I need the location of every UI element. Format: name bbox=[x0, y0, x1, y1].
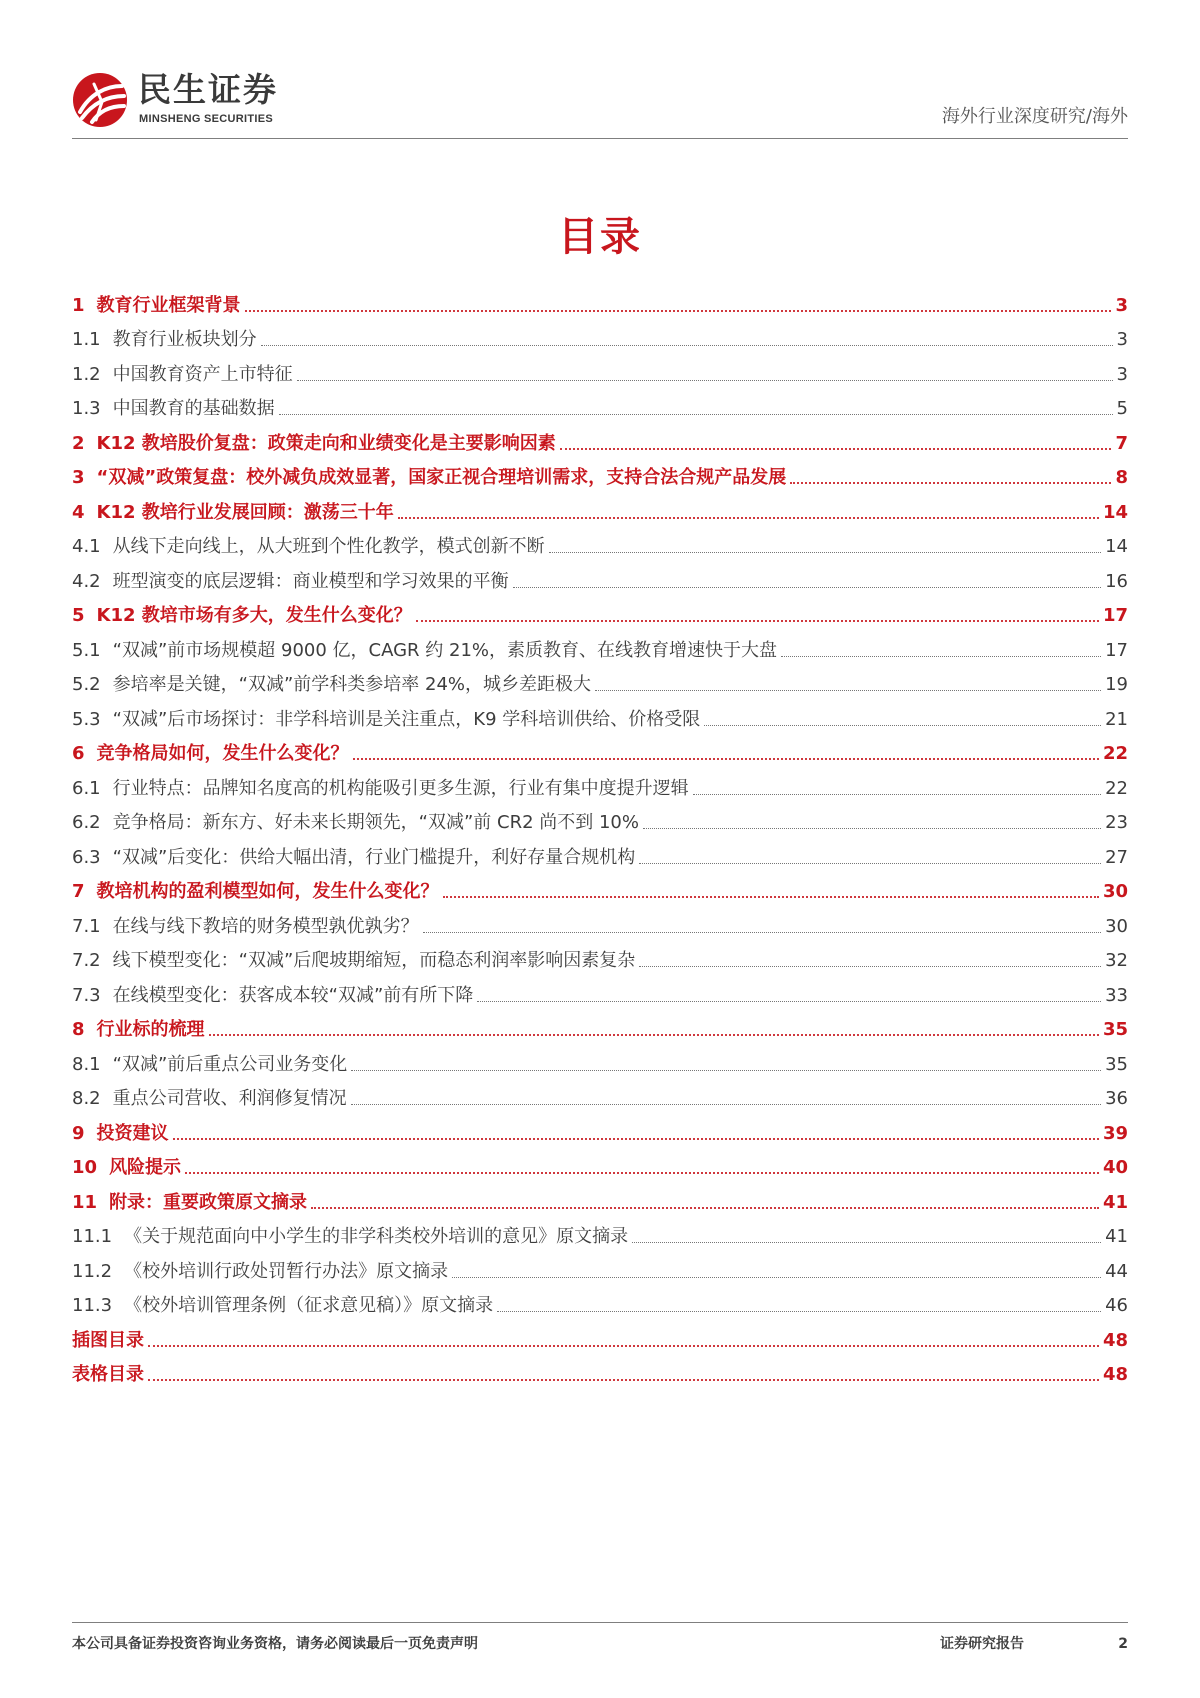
toc-entry-page: 40 bbox=[1102, 1157, 1128, 1178]
toc-entry-title: 竞争格局：新东方、好未来长期领先，“双减”前 CR2 尚不到 10% bbox=[112, 812, 639, 833]
toc-entry-title: K12 教培市场有多大，发生什么变化？ bbox=[96, 605, 412, 626]
minsheng-logo bbox=[72, 64, 312, 134]
toc-entry[interactable] bbox=[72, 942, 1128, 977]
toc-entry-number: 4.1 bbox=[72, 536, 101, 557]
toc-entry-page: 35 bbox=[1102, 1019, 1128, 1040]
toc-entry-title: 附录：重要政策原文摘录 bbox=[109, 1191, 308, 1213]
toc-entry-page: 46 bbox=[1105, 1295, 1128, 1316]
toc-entry-page: 33 bbox=[1105, 984, 1128, 1006]
toc-entry-page: 14 bbox=[1102, 501, 1128, 523]
toc-entry[interactable] bbox=[72, 1287, 1128, 1322]
toc-entry-title: 班型演变的底层逻辑：商业模型和学习效果的平衡 bbox=[112, 570, 509, 592]
toc-entry-title: 风险提示 bbox=[109, 1157, 182, 1178]
toc-entry-number: 6.2 bbox=[72, 812, 101, 833]
toc-entry-number: 11.3 bbox=[72, 1295, 113, 1316]
toc-entry[interactable] bbox=[72, 1080, 1128, 1115]
toc-entry-number: 1.3 bbox=[72, 398, 101, 419]
toc-leader-dots bbox=[398, 517, 1099, 519]
toc-entry-number: 1.2 bbox=[72, 363, 101, 385]
toc-entry[interactable] bbox=[72, 1045, 1128, 1080]
toc-entry[interactable] bbox=[72, 390, 1128, 425]
toc-leader-dots bbox=[704, 725, 1101, 726]
toc-entry-number: 3 bbox=[72, 467, 85, 488]
toc-entry-title: 中国教育资产上市特征 bbox=[112, 363, 293, 385]
toc-leader-dots bbox=[477, 1001, 1101, 1002]
toc-leader-dots bbox=[351, 1070, 1101, 1071]
toc-leader-dots bbox=[423, 932, 1101, 933]
page-header bbox=[72, 64, 1128, 140]
toc-entry-title: 在线与线下教培的财务模型孰优孰劣？ bbox=[112, 915, 419, 937]
toc-entry-number: 7.1 bbox=[72, 915, 101, 937]
toc-entry-page: 48 bbox=[1102, 1364, 1128, 1385]
toc-entry-page: 5 bbox=[1116, 398, 1128, 419]
toc-entry[interactable] bbox=[72, 597, 1128, 632]
toc-entry[interactable] bbox=[72, 286, 1128, 321]
toc-leader-dots bbox=[245, 310, 1112, 312]
toc-entry-number: 8.1 bbox=[72, 1053, 101, 1075]
toc-entry-number: 11.2 bbox=[72, 1260, 113, 1282]
toc-entry-number: 11 bbox=[72, 1191, 98, 1213]
toc-entry[interactable] bbox=[72, 769, 1128, 804]
toc-entry-number: 10 bbox=[72, 1157, 98, 1178]
toc-leader-dots bbox=[643, 828, 1101, 829]
toc-leader-dots bbox=[693, 794, 1101, 795]
toc-entry-page: 8 bbox=[1115, 467, 1128, 488]
toc-entry-number: 6 bbox=[72, 743, 85, 764]
toc-entry[interactable] bbox=[72, 804, 1128, 839]
toc-leader-dots bbox=[209, 1034, 1099, 1036]
toc-leader-dots bbox=[351, 1104, 1101, 1105]
toc-entry-title: 《关于规范面向中小学生的非学科类校外培训的意见》原文摘录 bbox=[124, 1226, 629, 1247]
toc-entry-page: 17 bbox=[1105, 639, 1128, 661]
toc-entry-page: 21 bbox=[1105, 708, 1128, 730]
toc-entry-title: “双减”后市场探讨：非学科培训是关注重点，K9 学科培训供给、价格受限 bbox=[112, 708, 701, 730]
toc-entry-page: 27 bbox=[1105, 846, 1128, 868]
toc-entry[interactable] bbox=[72, 1218, 1128, 1253]
toc-entry[interactable] bbox=[72, 1149, 1128, 1184]
toc-entry[interactable] bbox=[72, 1114, 1128, 1149]
toc-entry-number: 8 bbox=[72, 1019, 85, 1040]
toc-entry-page: 30 bbox=[1105, 915, 1128, 937]
toc-entry[interactable] bbox=[72, 1252, 1128, 1287]
footer-page-number: 2 bbox=[1118, 1636, 1128, 1652]
toc-leader-dots bbox=[185, 1172, 1099, 1174]
toc-entry[interactable] bbox=[72, 666, 1128, 701]
toc-leader-dots bbox=[497, 1311, 1101, 1312]
toc-entry-number: 7.3 bbox=[72, 984, 101, 1006]
toc-entry-page: 17 bbox=[1102, 605, 1128, 626]
toc-leader-dots bbox=[549, 552, 1101, 553]
toc-entry[interactable] bbox=[72, 838, 1128, 873]
toc-leader-dots bbox=[639, 863, 1101, 864]
toc-entry[interactable] bbox=[72, 355, 1128, 390]
toc-entry-number: 8.2 bbox=[72, 1088, 101, 1109]
brand-name-en: MINSHENG SECURITIES bbox=[139, 113, 274, 125]
toc-entry-page: 3 bbox=[1115, 294, 1128, 316]
toc-entry-number: 11.1 bbox=[72, 1226, 113, 1247]
toc-entry-number: 6.3 bbox=[72, 846, 101, 868]
footer-divider bbox=[72, 1622, 1128, 1623]
toc-entry-title: 投资建议 bbox=[96, 1122, 169, 1144]
brand-name-cn: 民生证券 bbox=[138, 70, 278, 109]
toc-entry-title: “双减”前后重点公司业务变化 bbox=[112, 1053, 348, 1075]
toc-entry-number: 5 bbox=[72, 605, 85, 626]
toc-entry-title: “双减”政策复盘：校外减负成效显著，国家正视合理培训需求，支持合法合规产品发展 bbox=[96, 467, 787, 488]
toc-leader-dots bbox=[279, 414, 1113, 415]
toc-entry-title: 从线下走向线上，从大班到个性化教学，模式创新不断 bbox=[112, 536, 545, 557]
toc-entry-page: 41 bbox=[1102, 1191, 1128, 1213]
toc-leader-dots bbox=[353, 758, 1099, 760]
toc-entry-page: 3 bbox=[1116, 329, 1128, 350]
toc-entry-number: 4.2 bbox=[72, 570, 101, 592]
toc-leader-dots bbox=[261, 345, 1113, 346]
toc-entry[interactable] bbox=[72, 907, 1128, 942]
toc-entry-page: 39 bbox=[1102, 1122, 1128, 1144]
toc-leader-dots bbox=[416, 620, 1099, 622]
toc-entry-page: 32 bbox=[1105, 950, 1128, 971]
toc-entry-title: 插图目录 bbox=[72, 1329, 144, 1351]
toc-entry[interactable] bbox=[72, 424, 1128, 459]
toc-entry-title: “双减”前市场规模超 9000 亿，CAGR 约 21%，素质教育、在线教育增速快于大盘 bbox=[112, 639, 778, 661]
toc-leader-dots bbox=[632, 1242, 1101, 1243]
header-divider bbox=[72, 138, 1128, 139]
toc-entry[interactable] bbox=[72, 631, 1128, 666]
toc-entry-page: 14 bbox=[1105, 536, 1128, 557]
table-of-contents bbox=[72, 286, 1128, 1390]
toc-entry-number: 9 bbox=[72, 1122, 85, 1144]
toc-entry-title: 《校外培训行政处罚暂行办法》原文摘录 bbox=[124, 1260, 449, 1282]
toc-entry[interactable] bbox=[72, 528, 1128, 563]
toc-leader-dots bbox=[595, 690, 1101, 691]
toc-leader-dots bbox=[443, 896, 1099, 898]
toc-entry[interactable] bbox=[72, 735, 1128, 770]
toc-entry[interactable] bbox=[72, 976, 1128, 1011]
toc-entry-number: 1.1 bbox=[72, 329, 101, 350]
toc-entry-title: 教育行业板块划分 bbox=[112, 329, 257, 350]
toc-entry-title: 重点公司营收、利润修复情况 bbox=[112, 1088, 347, 1109]
toc-leader-dots bbox=[639, 966, 1101, 967]
toc-entry[interactable] bbox=[72, 700, 1128, 735]
toc-entry-title: K12 教培行业发展回顾：激荡三十年 bbox=[96, 501, 394, 523]
toc-entry-page: 23 bbox=[1105, 812, 1128, 833]
toc-entry-title: “双减”后变化：供给大幅出清，行业门槛提升，利好存量合规机构 bbox=[112, 846, 636, 868]
toc-leader-dots bbox=[148, 1379, 1099, 1381]
toc-leader-dots bbox=[513, 587, 1101, 588]
toc-entry-title: 线下模型变化：“双减”后爬坡期缩短，而稳态利润率影响因素复杂 bbox=[112, 950, 636, 971]
footer-report-type: 证券研究报告 bbox=[940, 1636, 1024, 1652]
toc-entry[interactable] bbox=[72, 562, 1128, 597]
toc-entry-page: 48 bbox=[1102, 1329, 1128, 1351]
toc-entry-page: 30 bbox=[1102, 881, 1128, 902]
toc-entry[interactable] bbox=[72, 1321, 1128, 1356]
toc-leader-dots bbox=[148, 1345, 1099, 1347]
toc-entry-title: 表格目录 bbox=[72, 1364, 144, 1385]
toc-entry-number: 5.1 bbox=[72, 639, 101, 661]
page-title: 目录 bbox=[558, 214, 642, 260]
toc-entry-title: 中国教育的基础数据 bbox=[112, 398, 275, 419]
toc-entry-title: K12 教培股价复盘：政策走向和业绩变化是主要影响因素 bbox=[96, 432, 556, 454]
toc-entry-title: 行业标的梳理 bbox=[96, 1019, 205, 1040]
toc-entry-number: 2 bbox=[72, 432, 85, 454]
toc-entry[interactable] bbox=[72, 459, 1128, 494]
toc-entry[interactable] bbox=[72, 1011, 1128, 1046]
toc-entry-page: 44 bbox=[1105, 1260, 1128, 1282]
toc-entry-number: 5.2 bbox=[72, 674, 101, 695]
toc-entry-page: 19 bbox=[1105, 674, 1128, 695]
toc-entry-title: 行业特点：品牌知名度高的机构能吸引更多生源，行业有集中度提升逻辑 bbox=[112, 777, 689, 799]
toc-entry-title: 教育行业框架背景 bbox=[96, 294, 241, 316]
toc-entry-number: 7 bbox=[72, 881, 85, 902]
toc-entry[interactable] bbox=[72, 321, 1128, 356]
toc-entry[interactable] bbox=[72, 873, 1128, 908]
minsheng-logo-icon bbox=[72, 72, 128, 128]
toc-entry-page: 22 bbox=[1102, 743, 1128, 764]
toc-entry-title: 竞争格局如何，发生什么变化？ bbox=[96, 743, 349, 764]
toc-leader-dots bbox=[790, 482, 1111, 484]
toc-leader-dots bbox=[173, 1138, 1099, 1140]
toc-entry[interactable] bbox=[72, 493, 1128, 528]
toc-entry-number: 5.3 bbox=[72, 708, 101, 730]
toc-entry-number: 4 bbox=[72, 501, 85, 523]
toc-leader-dots bbox=[311, 1207, 1099, 1209]
toc-leader-dots bbox=[297, 380, 1113, 381]
footer-disclaimer: 本公司具备证券投资咨询业务资格，请务必阅读最后一页免责声明 bbox=[72, 1636, 478, 1652]
toc-entry-number: 6.1 bbox=[72, 777, 101, 799]
toc-entry-title: 在线模型变化：获客成本较“双减”前有所下降 bbox=[112, 984, 474, 1006]
toc-entry-page: 16 bbox=[1105, 570, 1128, 592]
toc-entry-title: 教培机构的盈利模型如何，发生什么变化？ bbox=[96, 881, 439, 902]
toc-entry[interactable] bbox=[72, 1356, 1128, 1391]
toc-entry-page: 36 bbox=[1105, 1088, 1128, 1109]
toc-entry-title: 《校外培训管理条例（征求意见稿）》原文摘录 bbox=[124, 1295, 494, 1316]
toc-entry-page: 22 bbox=[1105, 777, 1128, 799]
toc-entry-number: 1 bbox=[72, 294, 85, 316]
toc-leader-dots bbox=[560, 448, 1112, 450]
toc-entry[interactable] bbox=[72, 1183, 1128, 1218]
toc-entry-title: 参培率是关键，“双减”前学科类参培率 24%，城乡差距极大 bbox=[112, 674, 592, 695]
toc-entry-page: 35 bbox=[1105, 1053, 1128, 1075]
toc-leader-dots bbox=[781, 656, 1101, 657]
report-category: 海外行业深度研究/海外 bbox=[941, 106, 1128, 127]
toc-entry-page: 7 bbox=[1115, 432, 1128, 454]
toc-leader-dots bbox=[452, 1277, 1101, 1278]
toc-entry-page: 41 bbox=[1105, 1226, 1128, 1247]
toc-entry-page: 3 bbox=[1116, 363, 1128, 385]
toc-entry-number: 7.2 bbox=[72, 950, 101, 971]
